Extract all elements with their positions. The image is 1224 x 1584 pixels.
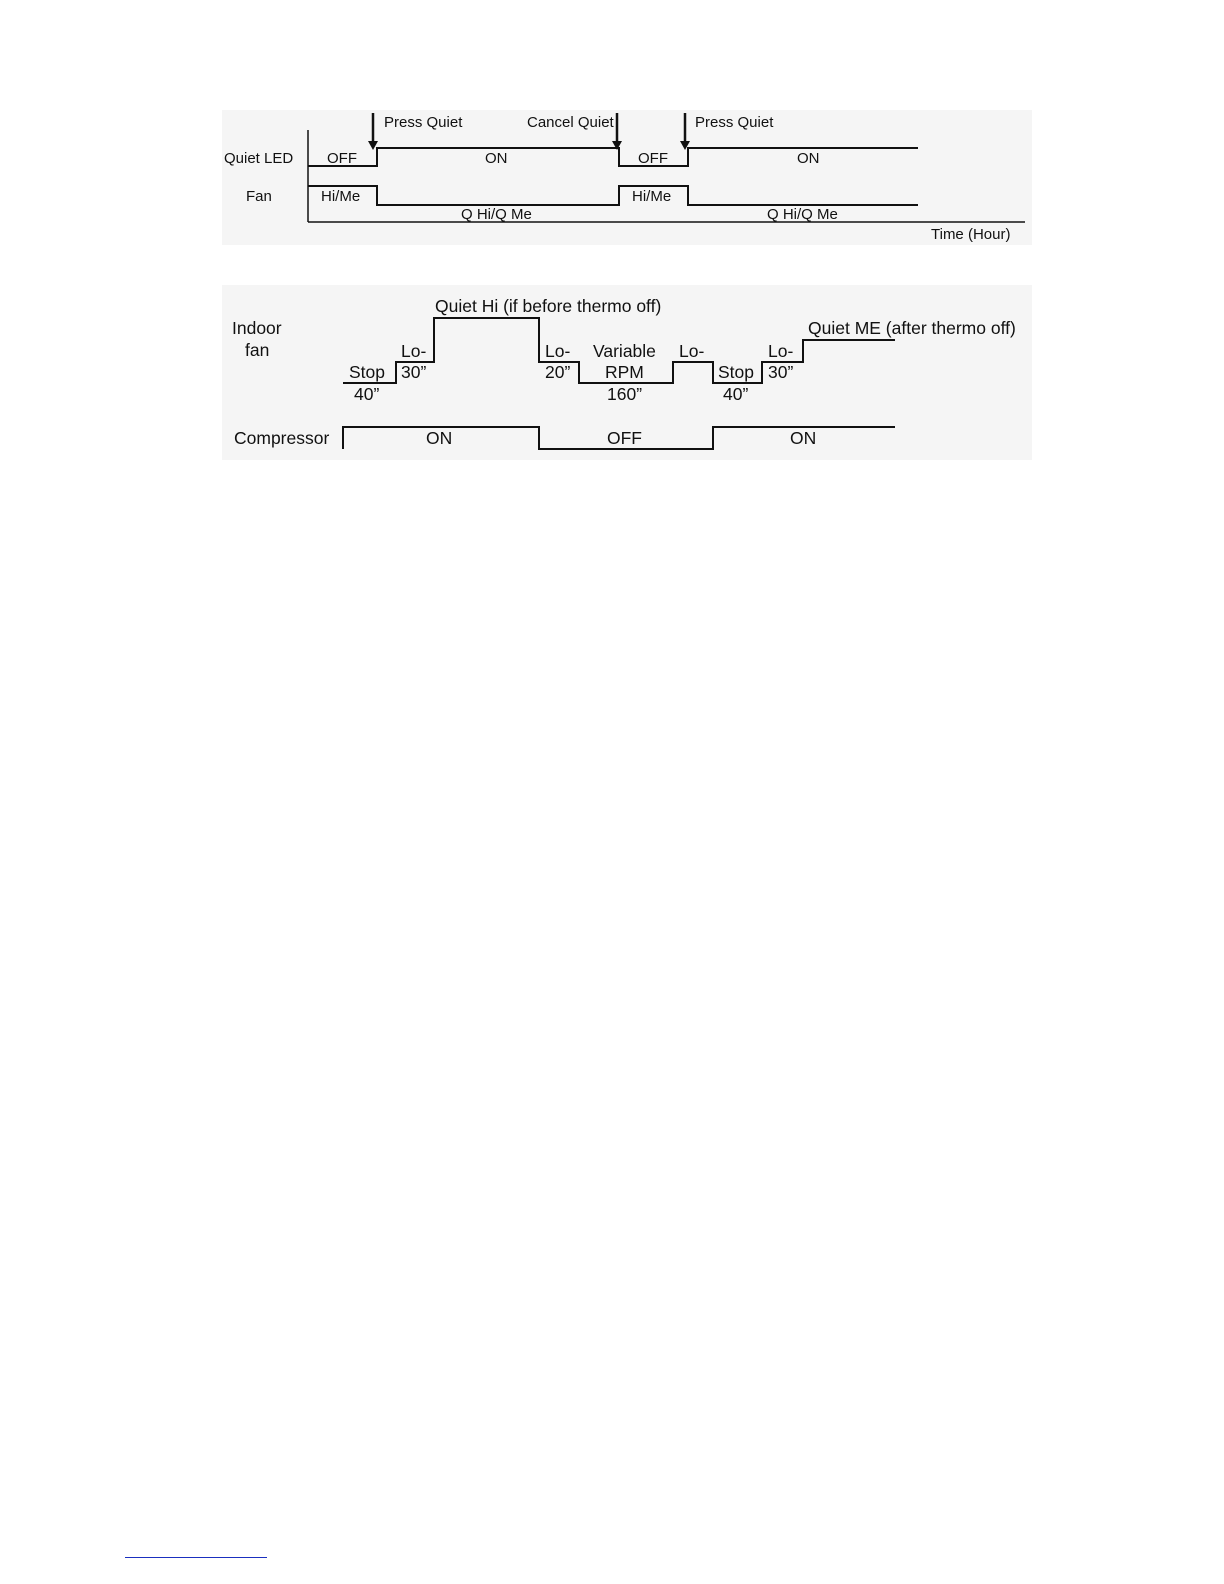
fan-step-lo-3: Lo- [679, 341, 705, 361]
fan-state-quiet-1: Q Hi/Q Me [461, 206, 532, 223]
led-state-off-1: OFF [327, 150, 357, 167]
fan-step-lo-1: Lo- [401, 341, 427, 361]
fan-step-stop-1: Stop [349, 362, 385, 382]
fan-row-label: Fan [246, 188, 272, 205]
fan-step-quiet-me: Quiet ME (after thermo off) [808, 318, 1016, 338]
compressor-state-on-1: ON [426, 428, 453, 448]
compressor-state-on-2: ON [790, 428, 817, 448]
indoor-fan-compressor-diagram [0, 0, 1224, 480]
time-axis-label: Time (Hour) [931, 226, 1011, 243]
fan-step-stop-1-duration: 40” [354, 384, 380, 404]
footnote-separator [125, 1557, 267, 1558]
fan-state-quiet-2: Q Hi/Q Me [767, 206, 838, 223]
fan-step-lo-4: Lo- [768, 341, 794, 361]
fan-step-lo-2-duration: 20” [545, 362, 571, 382]
fan-step-variable-duration: 160” [607, 384, 643, 404]
press-quiet-label-2: Press Quiet [695, 114, 774, 131]
fan-step-variable-rpm: RPM [605, 362, 644, 382]
led-state-on-2: ON [797, 150, 820, 167]
fan-state-hi-me-1: Hi/Me [321, 188, 361, 205]
fan-state-hi-me-2: Hi/Me [632, 188, 672, 205]
fan-step-stop-2-duration: 40” [723, 384, 749, 404]
indoor-fan-label-line1: Indoor [232, 318, 282, 338]
indoor-fan-label-line2: fan [245, 340, 270, 360]
fan-step-lo-2: Lo- [545, 341, 571, 361]
fan-step-stop-2: Stop [718, 362, 754, 382]
led-state-off-2: OFF [638, 150, 668, 167]
compressor-label: Compressor [234, 428, 330, 448]
press-quiet-label-1: Press Quiet [384, 114, 463, 131]
fan-step-quiet-hi: Quiet Hi (if before thermo off) [435, 296, 662, 316]
compressor-state-off: OFF [607, 428, 642, 448]
fan-step-lo-4-duration: 30” [768, 362, 794, 382]
led-state-on-1: ON [485, 150, 508, 167]
fan-step-variable: Variable [593, 341, 656, 361]
fan-step-lo-1-duration: 30” [401, 362, 427, 382]
cancel-quiet-label: Cancel Quiet [527, 114, 614, 131]
quiet-led-row-label: Quiet LED [224, 150, 294, 167]
